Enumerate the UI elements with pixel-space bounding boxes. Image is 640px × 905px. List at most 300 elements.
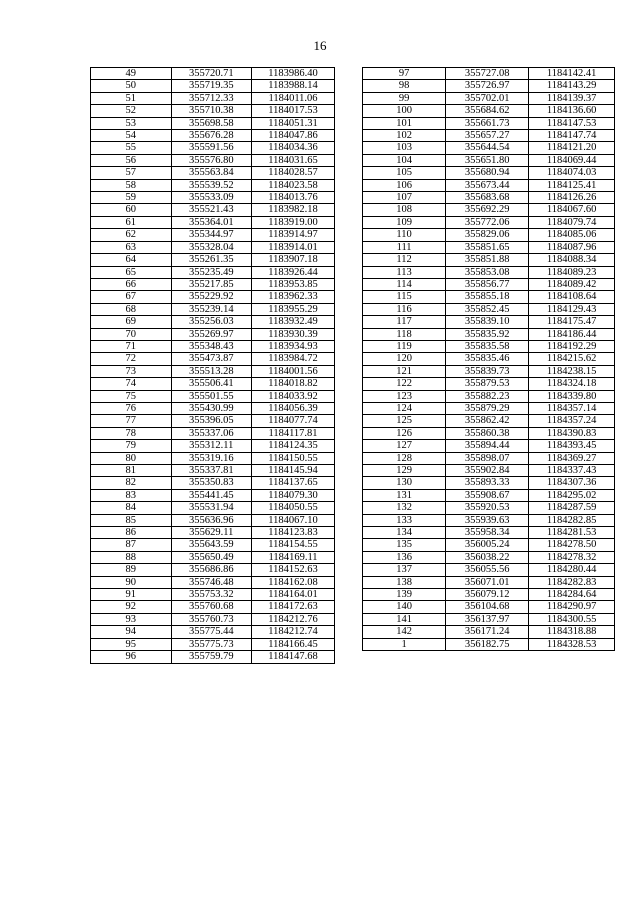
point-number-cell: 71 [91, 340, 172, 352]
point-number-cell: 52 [91, 105, 172, 117]
table-row [91, 340, 335, 352]
x-coordinate-cell: 355576.80 [171, 154, 252, 166]
x-coordinate-cell: 355829.06 [446, 229, 529, 241]
table-row [91, 130, 335, 142]
y-coordinate-cell: 1184357.14 [529, 402, 615, 414]
x-coordinate-cell: 355239.14 [171, 303, 252, 315]
point-number-cell: 63 [91, 241, 172, 253]
x-coordinate-cell: 355563.84 [171, 167, 252, 179]
table-row [91, 303, 335, 315]
point-number-cell: 117 [363, 316, 446, 328]
table-row [91, 514, 335, 526]
table-row [363, 340, 615, 352]
table-row [91, 192, 335, 204]
x-coordinate-cell: 355319.16 [171, 452, 252, 464]
x-coordinate-cell: 356104.68 [446, 601, 529, 613]
x-coordinate-cell: 355835.46 [446, 353, 529, 365]
table-row [363, 92, 615, 104]
table-row [91, 216, 335, 228]
y-coordinate-cell: 1184074.03 [529, 167, 615, 179]
x-coordinate-cell: 355629.11 [171, 527, 252, 539]
point-number-cell: 136 [363, 551, 446, 563]
point-number-cell: 95 [91, 638, 172, 650]
point-number-cell: 56 [91, 154, 172, 166]
x-coordinate-cell: 355860.38 [446, 427, 529, 439]
x-coordinate-cell: 355650.49 [171, 551, 252, 563]
point-number-cell: 86 [91, 527, 172, 539]
table-row [363, 68, 615, 80]
point-number-cell: 135 [363, 539, 446, 551]
table-row [363, 527, 615, 539]
point-number-cell: 49 [91, 68, 172, 80]
table-row [363, 80, 615, 92]
y-coordinate-cell: 1184124.35 [252, 440, 335, 452]
table-row [363, 613, 615, 625]
y-coordinate-cell: 1184337.43 [529, 465, 615, 477]
point-number-cell: 110 [363, 229, 446, 241]
table-row [363, 402, 615, 414]
table-row [363, 365, 615, 377]
table-row [91, 254, 335, 266]
point-number-cell: 73 [91, 365, 172, 377]
y-coordinate-cell: 1184369.27 [529, 452, 615, 464]
y-coordinate-cell: 1184175.47 [529, 316, 615, 328]
point-number-cell: 72 [91, 353, 172, 365]
x-coordinate-cell: 355350.83 [171, 477, 252, 489]
table-row [363, 105, 615, 117]
table-row [363, 229, 615, 241]
point-number-cell: 79 [91, 440, 172, 452]
table-row [91, 427, 335, 439]
y-coordinate-cell: 1184192.29 [529, 340, 615, 352]
x-coordinate-cell: 355396.05 [171, 415, 252, 427]
x-coordinate-cell: 355726.97 [446, 80, 529, 92]
point-number-cell: 128 [363, 452, 446, 464]
point-number-cell: 54 [91, 130, 172, 142]
table-row [363, 316, 615, 328]
point-number-cell: 82 [91, 477, 172, 489]
x-coordinate-cell: 355702.01 [446, 92, 529, 104]
y-coordinate-cell: 1183953.85 [252, 278, 335, 290]
point-number-cell: 80 [91, 452, 172, 464]
point-number-cell: 125 [363, 415, 446, 427]
y-coordinate-cell: 1184085.06 [529, 229, 615, 241]
table-row [363, 589, 615, 601]
point-number-cell: 74 [91, 378, 172, 390]
point-number-cell: 109 [363, 216, 446, 228]
point-number-cell: 92 [91, 601, 172, 613]
x-coordinate-cell: 355364.01 [171, 216, 252, 228]
x-coordinate-cell: 355692.29 [446, 204, 529, 216]
x-coordinate-cell: 355235.49 [171, 266, 252, 278]
point-number-cell: 78 [91, 427, 172, 439]
x-coordinate-cell: 355686.86 [171, 564, 252, 576]
point-number-cell: 100 [363, 105, 446, 117]
y-coordinate-cell: 1184079.74 [529, 216, 615, 228]
y-coordinate-cell: 1184290.97 [529, 601, 615, 613]
x-coordinate-cell: 356071.01 [446, 576, 529, 588]
x-coordinate-cell: 355643.59 [171, 539, 252, 551]
table-row [363, 167, 615, 179]
table-row [363, 452, 615, 464]
y-coordinate-cell: 1184152.63 [252, 564, 335, 576]
point-number-cell: 84 [91, 502, 172, 514]
point-number-cell: 118 [363, 328, 446, 340]
x-coordinate-cell: 355712.33 [171, 92, 252, 104]
y-coordinate-cell: 1184136.60 [529, 105, 615, 117]
x-coordinate-cell: 356005.24 [446, 539, 529, 551]
y-coordinate-cell: 1184067.10 [252, 514, 335, 526]
point-number-cell: 58 [91, 179, 172, 191]
table-row [363, 551, 615, 563]
x-coordinate-cell: 355856.77 [446, 278, 529, 290]
x-coordinate-cell: 355760.73 [171, 613, 252, 625]
point-number-cell: 123 [363, 390, 446, 402]
table-row [91, 651, 335, 663]
table-row [91, 527, 335, 539]
x-coordinate-cell: 355727.08 [446, 68, 529, 80]
x-coordinate-cell: 355775.44 [171, 626, 252, 638]
y-coordinate-cell: 1183962.33 [252, 291, 335, 303]
x-coordinate-cell: 355902.84 [446, 465, 529, 477]
table-row [91, 365, 335, 377]
table-row [363, 142, 615, 154]
x-coordinate-cell: 355894.44 [446, 440, 529, 452]
y-coordinate-cell: 1184282.85 [529, 514, 615, 526]
y-coordinate-cell: 1184018.82 [252, 378, 335, 390]
table-row [91, 117, 335, 129]
table-row [91, 502, 335, 514]
point-number-cell: 137 [363, 564, 446, 576]
x-coordinate-cell: 355256.03 [171, 316, 252, 328]
y-coordinate-cell: 1184186.44 [529, 328, 615, 340]
y-coordinate-cell: 1183932.49 [252, 316, 335, 328]
x-coordinate-cell: 356079.12 [446, 589, 529, 601]
y-coordinate-cell: 1183919.00 [252, 216, 335, 228]
x-coordinate-cell: 355853.08 [446, 266, 529, 278]
y-coordinate-cell: 1184339.80 [529, 390, 615, 402]
x-coordinate-cell: 355879.29 [446, 402, 529, 414]
x-coordinate-cell: 355862.42 [446, 415, 529, 427]
table-row [363, 415, 615, 427]
table-row [363, 291, 615, 303]
point-number-cell: 116 [363, 303, 446, 315]
x-coordinate-cell: 356182.75 [446, 638, 529, 650]
x-coordinate-cell: 355759.79 [171, 651, 252, 663]
y-coordinate-cell: 1183986.40 [252, 68, 335, 80]
x-coordinate-cell: 356038.22 [446, 551, 529, 563]
table-row [91, 440, 335, 452]
x-coordinate-cell: 355719.35 [171, 80, 252, 92]
y-coordinate-cell: 1184238.15 [529, 365, 615, 377]
point-number-cell: 138 [363, 576, 446, 588]
point-number-cell: 104 [363, 154, 446, 166]
point-number-cell: 141 [363, 613, 446, 625]
x-coordinate-cell: 355835.58 [446, 340, 529, 352]
y-coordinate-cell: 1184047.86 [252, 130, 335, 142]
x-coordinate-cell: 355775.73 [171, 638, 252, 650]
x-coordinate-cell: 355851.88 [446, 254, 529, 266]
point-number-cell: 68 [91, 303, 172, 315]
point-number-cell: 94 [91, 626, 172, 638]
table-row [363, 576, 615, 588]
table-row [363, 440, 615, 452]
x-coordinate-cell: 355337.06 [171, 427, 252, 439]
x-coordinate-cell: 356055.56 [446, 564, 529, 576]
table-row [91, 390, 335, 402]
y-coordinate-cell: 1183955.29 [252, 303, 335, 315]
point-number-cell: 132 [363, 502, 446, 514]
x-coordinate-cell: 355920.53 [446, 502, 529, 514]
x-coordinate-cell: 355893.33 [446, 477, 529, 489]
x-coordinate-cell: 355710.38 [171, 105, 252, 117]
x-coordinate-cell: 355698.58 [171, 117, 252, 129]
y-coordinate-cell: 1183926.44 [252, 266, 335, 278]
table-row [91, 402, 335, 414]
x-coordinate-cell: 355855.18 [446, 291, 529, 303]
table-row [363, 266, 615, 278]
y-coordinate-cell: 1184089.23 [529, 266, 615, 278]
x-coordinate-cell: 355441.45 [171, 489, 252, 501]
page-number: 16 [313, 38, 327, 53]
y-coordinate-cell: 1184077.74 [252, 415, 335, 427]
point-number-cell: 61 [91, 216, 172, 228]
x-coordinate-cell: 355539.52 [171, 179, 252, 191]
table-row [363, 390, 615, 402]
y-coordinate-cell: 1184145.94 [252, 465, 335, 477]
x-coordinate-cell: 355636.96 [171, 514, 252, 526]
table-row [91, 204, 335, 216]
point-number-cell: 91 [91, 589, 172, 601]
x-coordinate-cell: 355312.11 [171, 440, 252, 452]
x-coordinate-cell: 355851.65 [446, 241, 529, 253]
y-coordinate-cell: 1184390.83 [529, 427, 615, 439]
table-row [91, 105, 335, 117]
point-number-cell: 99 [363, 92, 446, 104]
x-coordinate-cell: 355882.23 [446, 390, 529, 402]
table-row [91, 92, 335, 104]
point-number-cell: 88 [91, 551, 172, 563]
table-row [363, 154, 615, 166]
point-number-cell: 55 [91, 142, 172, 154]
y-coordinate-cell: 1183930.39 [252, 328, 335, 340]
y-coordinate-cell: 1183984.72 [252, 353, 335, 365]
table-row [91, 489, 335, 501]
y-coordinate-cell: 1184212.76 [252, 613, 335, 625]
y-coordinate-cell: 1184147.68 [252, 651, 335, 663]
x-coordinate-cell: 355760.68 [171, 601, 252, 613]
point-number-cell: 126 [363, 427, 446, 439]
y-coordinate-cell: 1184215.62 [529, 353, 615, 365]
point-number-cell: 105 [363, 167, 446, 179]
table-row [363, 489, 615, 501]
y-coordinate-cell: 1184056.39 [252, 402, 335, 414]
y-coordinate-cell: 1184150.55 [252, 452, 335, 464]
x-coordinate-cell: 355898.07 [446, 452, 529, 464]
table-row [363, 117, 615, 129]
table-row [91, 576, 335, 588]
y-coordinate-cell: 1184324.18 [529, 378, 615, 390]
point-number-cell: 50 [91, 80, 172, 92]
table-row [363, 204, 615, 216]
point-number-cell: 93 [91, 613, 172, 625]
table-row [91, 378, 335, 390]
x-coordinate-cell: 355680.94 [446, 167, 529, 179]
point-number-cell: 97 [363, 68, 446, 80]
point-number-cell: 67 [91, 291, 172, 303]
table-row [363, 427, 615, 439]
point-number-cell: 53 [91, 117, 172, 129]
x-coordinate-cell: 355533.09 [171, 192, 252, 204]
table-row [363, 328, 615, 340]
table-row [91, 68, 335, 80]
y-coordinate-cell: 1184143.29 [529, 80, 615, 92]
table-row [363, 626, 615, 638]
y-coordinate-cell: 1184147.53 [529, 117, 615, 129]
table-row [91, 452, 335, 464]
y-coordinate-cell: 1184013.76 [252, 192, 335, 204]
x-coordinate-cell: 355746.48 [171, 576, 252, 588]
x-coordinate-cell: 355939.63 [446, 514, 529, 526]
point-number-cell: 130 [363, 477, 446, 489]
x-coordinate-cell: 355908.67 [446, 489, 529, 501]
point-number-cell: 119 [363, 340, 446, 352]
point-number-cell: 98 [363, 80, 446, 92]
table-row [91, 415, 335, 427]
y-coordinate-cell: 1184067.60 [529, 204, 615, 216]
x-coordinate-cell: 355835.92 [446, 328, 529, 340]
x-coordinate-cell: 355217.85 [171, 278, 252, 290]
x-coordinate-cell: 356137.97 [446, 613, 529, 625]
y-coordinate-cell: 1184295.02 [529, 489, 615, 501]
point-number-cell: 107 [363, 192, 446, 204]
table-row [91, 353, 335, 365]
table-row [91, 80, 335, 92]
x-coordinate-cell: 355430.99 [171, 402, 252, 414]
x-coordinate-cell: 355958.34 [446, 527, 529, 539]
x-coordinate-cell: 355591.56 [171, 142, 252, 154]
point-number-cell: 70 [91, 328, 172, 340]
table-row [91, 241, 335, 253]
x-coordinate-cell: 355839.73 [446, 365, 529, 377]
y-coordinate-cell: 1184172.63 [252, 601, 335, 613]
table-row [363, 477, 615, 489]
point-number-cell: 65 [91, 266, 172, 278]
coordinates-table-left [90, 67, 335, 664]
x-coordinate-cell: 355261.35 [171, 254, 252, 266]
point-number-cell: 134 [363, 527, 446, 539]
point-number-cell: 121 [363, 365, 446, 377]
point-number-cell: 133 [363, 514, 446, 526]
y-coordinate-cell: 1184142.41 [529, 68, 615, 80]
y-coordinate-cell: 1184087.96 [529, 241, 615, 253]
table-row [91, 229, 335, 241]
y-coordinate-cell: 1184169.11 [252, 551, 335, 563]
point-number-cell: 131 [363, 489, 446, 501]
point-number-cell: 76 [91, 402, 172, 414]
y-coordinate-cell: 1184023.58 [252, 179, 335, 191]
x-coordinate-cell: 355473.87 [171, 353, 252, 365]
table-row [91, 613, 335, 625]
y-coordinate-cell: 1184129.43 [529, 303, 615, 315]
y-coordinate-cell: 1184050.55 [252, 502, 335, 514]
coordinates-table-right [362, 67, 615, 651]
point-number-cell: 111 [363, 241, 446, 253]
x-coordinate-cell: 355720.71 [171, 68, 252, 80]
y-coordinate-cell: 1184278.50 [529, 539, 615, 551]
table-row [91, 142, 335, 154]
x-coordinate-cell: 355676.28 [171, 130, 252, 142]
y-coordinate-cell: 1184284.64 [529, 589, 615, 601]
y-coordinate-cell: 1184281.53 [529, 527, 615, 539]
point-number-cell: 129 [363, 465, 446, 477]
y-coordinate-cell: 1184011.06 [252, 92, 335, 104]
table-row [363, 130, 615, 142]
point-number-cell: 113 [363, 266, 446, 278]
point-number-cell: 103 [363, 142, 446, 154]
table-row [363, 278, 615, 290]
table-row [363, 465, 615, 477]
y-coordinate-cell: 1184328.53 [529, 638, 615, 650]
table-row [363, 514, 615, 526]
table-row [91, 316, 335, 328]
x-coordinate-cell: 355657.27 [446, 130, 529, 142]
point-number-cell: 106 [363, 179, 446, 191]
y-coordinate-cell: 1183914.01 [252, 241, 335, 253]
table-row [91, 266, 335, 278]
point-number-cell: 83 [91, 489, 172, 501]
table-row [91, 638, 335, 650]
table-row [91, 278, 335, 290]
y-coordinate-cell: 1184125.41 [529, 179, 615, 191]
y-coordinate-cell: 1184280.44 [529, 564, 615, 576]
x-coordinate-cell: 355673.44 [446, 179, 529, 191]
point-number-cell: 81 [91, 465, 172, 477]
table-row [91, 564, 335, 576]
x-coordinate-cell: 355506.41 [171, 378, 252, 390]
point-number-cell: 59 [91, 192, 172, 204]
point-number-cell: 87 [91, 539, 172, 551]
y-coordinate-cell: 1184079.30 [252, 489, 335, 501]
x-coordinate-cell: 355521.43 [171, 204, 252, 216]
table-row [91, 601, 335, 613]
table-row [363, 539, 615, 551]
point-number-cell: 69 [91, 316, 172, 328]
point-number-cell: 1 [363, 638, 446, 650]
point-number-cell: 122 [363, 378, 446, 390]
point-number-cell: 124 [363, 402, 446, 414]
table-row [363, 179, 615, 191]
y-coordinate-cell: 1184031.65 [252, 154, 335, 166]
table-row [91, 167, 335, 179]
point-number-cell: 51 [91, 92, 172, 104]
table-row [91, 179, 335, 191]
point-number-cell: 90 [91, 576, 172, 588]
y-coordinate-cell: 1184154.55 [252, 539, 335, 551]
y-coordinate-cell: 1184108.64 [529, 291, 615, 303]
table-row [363, 564, 615, 576]
point-number-cell: 112 [363, 254, 446, 266]
y-coordinate-cell: 1184282.83 [529, 576, 615, 588]
y-coordinate-cell: 1184126.26 [529, 192, 615, 204]
y-coordinate-cell: 1183982.18 [252, 204, 335, 216]
table-row [91, 291, 335, 303]
x-coordinate-cell: 355337.81 [171, 465, 252, 477]
y-coordinate-cell: 1184123.83 [252, 527, 335, 539]
table-row [363, 254, 615, 266]
table-row [363, 241, 615, 253]
table-row [91, 328, 335, 340]
